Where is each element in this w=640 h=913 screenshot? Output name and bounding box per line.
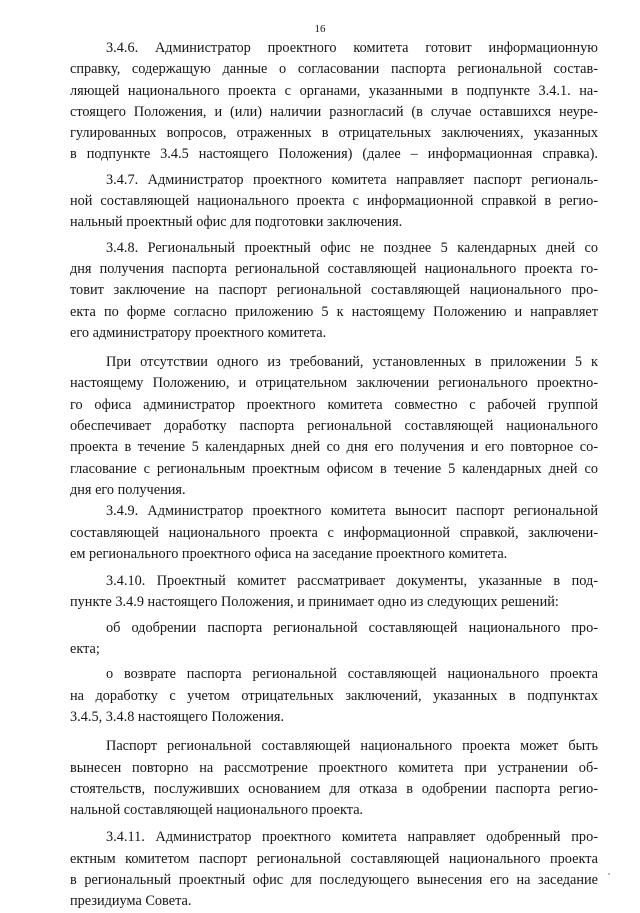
- paragraph-3-4-10-resubmission: [70, 736, 598, 821]
- paragraph-3-4-9: [70, 501, 598, 565]
- text-line: ектным комитетом паспорт региональной составляющей национального проекта: [70, 850, 598, 867]
- text-line: стоятельств, послуживших основанием для отказа в одобрении паспорта регио-: [70, 780, 598, 797]
- text-line: вынесен повторно на рассмотрение проектного комитета при устранении об-: [70, 759, 598, 776]
- text-line: в региональный проектный офис для последующего вынесения его на заседание: [70, 871, 598, 888]
- text-line: о возврате паспорта региональной составляющей национального проекта: [106, 666, 598, 683]
- text-line: нальной составляющей национального проекта.: [70, 802, 364, 819]
- text-line: гласование с региональным проектным офисом в течение 5 календарных дней со: [70, 460, 598, 477]
- text-line: го офиса администратор проектного комитета совместно с рабочей группой: [70, 396, 598, 413]
- text-line: проекта в течение 5 календарных дней со дня его получения и его повторное со-: [70, 439, 598, 456]
- document-body: [70, 38, 598, 913]
- text-line: составляющей национального проекта с информационной справкой, заключени-: [70, 524, 598, 541]
- paragraph-3-4-10-option-approve: [70, 618, 598, 661]
- text-line: об одобрении паспорта региональной составляющей национального про-: [106, 619, 598, 636]
- text-line: 3.4.9. Администратор проектного комитета выносит паспорт региональной: [106, 503, 598, 520]
- text-line: ляющей национального проекта с органами, указанными в подпункте 3.4.1. на-: [70, 82, 598, 99]
- text-line: гулированных вопросов, отраженных в отрицательных заключениях, указанных: [70, 125, 598, 142]
- text-line: ной составляющей национального проекта с информационной справкой в регио-: [70, 193, 598, 210]
- text-line: обеспечивает доработку паспорта региональной составляющей национального: [70, 418, 598, 435]
- text-line: справку, содержащую данные о согласовании паспорта региональной состав-: [70, 61, 598, 78]
- paragraph-3-4-10-option-return: [70, 664, 598, 728]
- text-line: екта по форме согласно приложению 5 к настоящему Положению и направляет: [70, 303, 598, 320]
- text-line: Паспорт региональной составляющей национального проекта может быть: [106, 738, 598, 755]
- text-line: При отсутствии одного из требований, установленных в приложении 5 к: [106, 354, 598, 371]
- scan-speck: [608, 873, 610, 875]
- paragraph-3-4-8: [70, 238, 598, 344]
- page-number: 16: [314, 23, 326, 35]
- text-line: 3.4.8. Региональный проектный офис не позднее 5 календарных дней со: [106, 239, 598, 256]
- text-line: его администратору проектного комитета.: [70, 324, 327, 341]
- paragraph-3-4-11: [70, 827, 598, 912]
- text-line: на доработку с учетом отрицательных заключений, указанных в подпунктах: [70, 687, 598, 704]
- text-line: стоящего Положения, и (или) наличии разногласий (в случае оставшихся неуре-: [70, 103, 598, 120]
- text-line: 3.4.6. Администратор проектного комитета готовит информационную: [106, 40, 598, 56]
- paragraph-3-4-6: [70, 38, 598, 166]
- text-line: 3.4.5, 3.4.8 настоящего Положения.: [70, 708, 285, 725]
- text-line: нальный проектный офис для подготовки заключения.: [70, 214, 403, 231]
- text-line: ем регионального проектного офиса на заседание проектного комитета.: [70, 545, 508, 562]
- text-line: екта;: [70, 641, 100, 658]
- text-line: товит заключение на паспорт региональной составляющей национального про-: [70, 282, 598, 299]
- text-line: в подпункте 3.4.5 настоящего Положения) (далее – информационная справка).: [70, 146, 598, 163]
- text-line: настоящему Положению, и отрицательном заключении регионального проектно-: [70, 375, 598, 392]
- text-line: дня его получения.: [70, 481, 186, 498]
- paragraph-3-4-10: [70, 571, 598, 614]
- text-line: пункте 3.4.9 настоящего Положения, и принимает одно из следующих решений:: [70, 594, 559, 611]
- text-line: дня получения паспорта региональной составляющей национального проекта го-: [70, 260, 598, 277]
- text-line: 3.4.7. Администратор проектного комитета направляет паспорт региональ-: [106, 171, 598, 188]
- text-line: президиума Совета.: [70, 893, 192, 910]
- text-line: 3.4.11. Администратор проектного комитета направляет одобренный про-: [106, 829, 598, 846]
- paragraph-3-4-8-continuation: [70, 352, 598, 501]
- paragraph-3-4-7: [70, 170, 598, 234]
- text-line: 3.4.10. Проектный комитет рассматривает документы, указанные в под-: [106, 573, 598, 590]
